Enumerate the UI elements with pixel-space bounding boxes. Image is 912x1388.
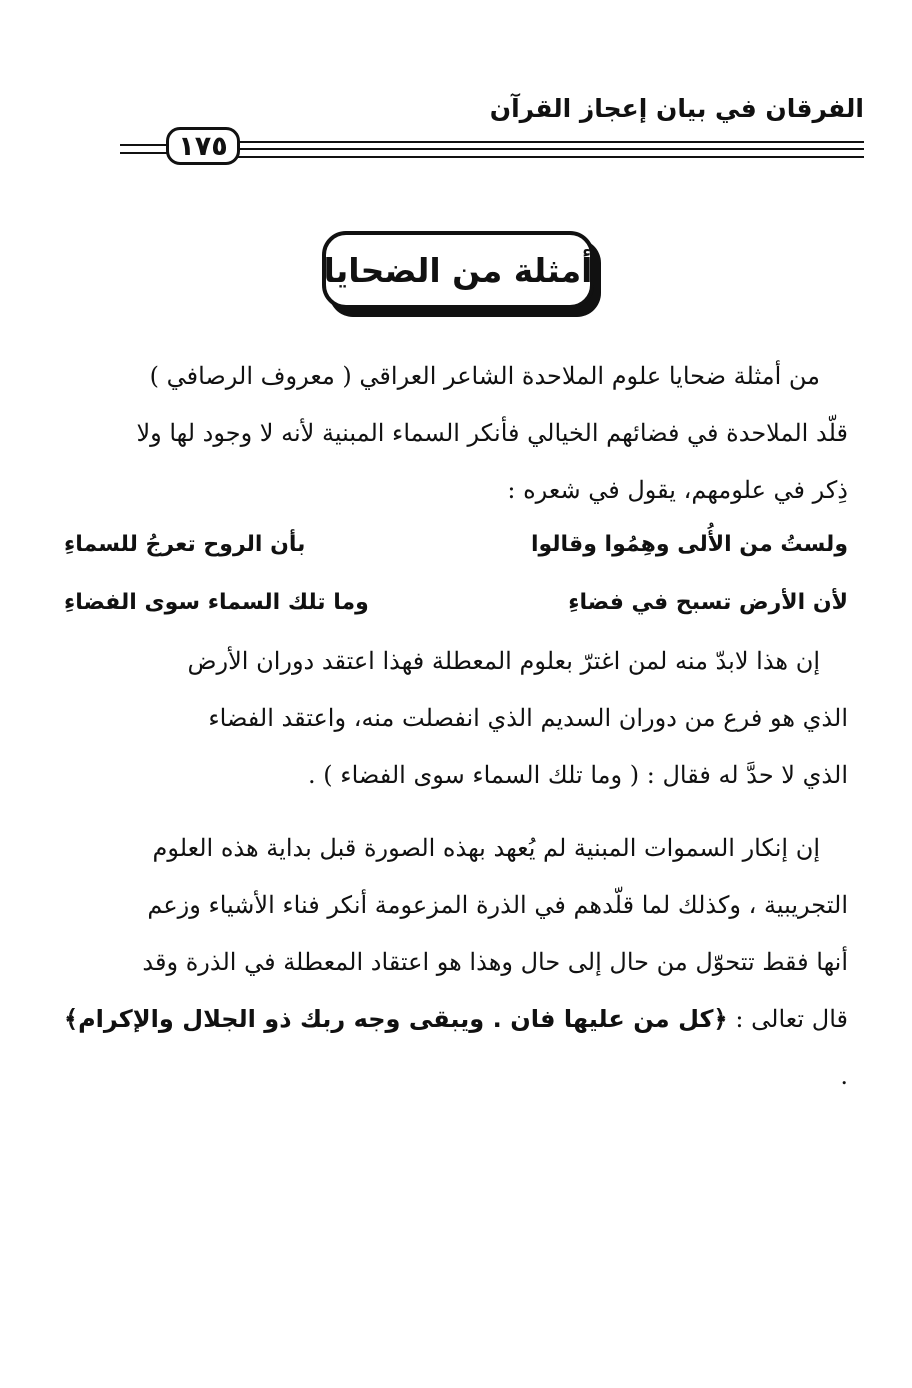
paragraph-line: إن إنكار السموات المبنية لم يُعهد بهذه الصورة قبل بداية هذه العلوم [152,834,820,862]
paragraph-line: ذِكر في علومهم، يقول في شعره : [507,476,848,504]
paragraph-2 [64,633,848,804]
poem-verse [64,582,848,632]
paragraph-line: قلّد الملاحدة في فضائهم الخيالي فأنكر السماء المبنية لأنه لا وجود لها ولا [136,419,848,447]
paragraph-line: الذي هو فرع من دوران السديم الذي انفصلت منه، واعتقد الفضاء [208,704,848,732]
quote-intro: قال تعالى : [735,1005,849,1033]
poem-hemistich: ولستُ من الأُلى وهِمُوا وقالوا [530,532,848,557]
paragraph-line: إن هذا لابدّ منه لمن اغترّ بعلوم المعطلة فهذا اعتقد دوران الأرض [187,647,820,675]
paragraph-line [64,991,848,1105]
header-rule [238,156,864,158]
paragraph-1 [64,348,848,519]
header-rule-left [120,152,168,154]
quran-verse: ﴿كل من عليها فان . ويبقى وجه ربك ذو الجلال والإكرام﴾ [64,1005,728,1033]
header-rule-left [120,144,168,146]
paragraph-line: أنها فقط تتحوّل من حال إلى حال وهذا هو اعتقاد المعطلة في الذرة وقد [142,948,848,976]
book-title: الفرقان في بيان إعجاز القرآن [489,94,864,123]
paragraph-line: الذي لا حدَّ له فقال : ( وما تلك السماء سوى الفضاء ) . [308,761,848,789]
poem-hemistich: لأن الأرض تسبح في فضاءِ [568,590,848,615]
poem-hemistich: وما تلك السماء سوى الفضاءِ [64,590,369,615]
header-rule [238,148,864,150]
paragraph-3 [64,820,848,1105]
header-rule [238,141,864,143]
page-number: ١٧٥ [166,127,240,165]
paragraph-line: التجريبية ، وكذلك لما قلّدهم في الذرة المزعومة أنكر فناء الأشياء وزعم [147,891,848,919]
paragraph-line: من أمثلة ضحايا علوم الملاحدة الشاعر العراقي ( معروف الرصافي ) [149,362,820,390]
section-heading: أمثلة من الضحايا [322,231,594,309]
poem-verse [64,524,848,574]
poem-hemistich: بأن الروح تعرجُ للسماءِ [64,532,306,557]
sentence-end: . [840,1062,848,1090]
